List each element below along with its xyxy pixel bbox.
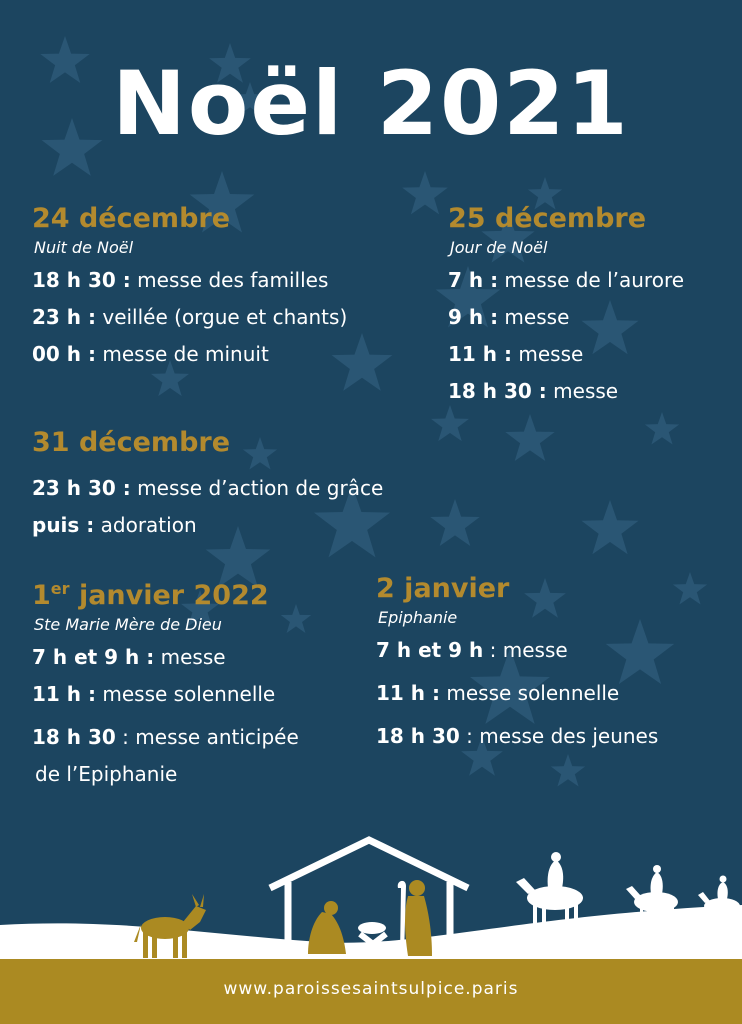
schedule-time: 11 h : [376,681,440,705]
schedule-text: veillée (orgue et chants) [96,305,348,329]
schedule-line [448,262,684,299]
schedule-text: messe solennelle [440,681,620,705]
schedule-text: : messe [483,638,568,662]
schedule-continuation: de l’Epiphanie [35,762,178,786]
schedule-line [376,718,658,755]
joseph-icon [398,880,432,956]
day-dec25 [448,202,684,410]
schedule-time: 18 h 30 : [448,379,547,403]
date-number: 1 [32,580,51,611]
mary-icon [308,901,346,954]
schedule-line [32,719,299,756]
schedule-line [376,632,658,669]
date-rest: janvier 2022 [69,580,269,611]
day-subtitle: Jour de Noël [450,238,548,257]
schedule-time: 7 h : [448,268,499,292]
date-heading: 2 janvier [376,573,510,604]
schedule-time: 11 h : [32,682,96,706]
schedule-time: 18 h 30 : [32,268,131,292]
schedule-time: 7 h et 9 h [376,638,484,662]
day-jan1 [32,572,299,793]
date-heading: 31 décembre [32,427,231,458]
schedule-line [32,299,347,336]
nativity-scene [0,830,742,965]
schedule-line [32,470,383,507]
day-dec24 [32,202,347,373]
schedule-line [32,262,347,299]
snow-hills [0,905,742,965]
schedule-line [376,675,658,712]
schedule-time: 23 h : [32,305,96,329]
schedule-text: messe de l’aurore [498,268,685,292]
schedule-text: messe [498,305,570,329]
schedule-time: 7 h et 9 h : [32,645,155,669]
schedule-text: messe solennelle [96,682,276,706]
schedule-text: messe [154,645,226,669]
day-subtitle: Ste Marie Mère de Dieu [34,615,222,634]
schedule-text: messe [512,342,584,366]
day-subtitle: Epiphanie [378,608,458,627]
schedule-time: 11 h : [448,342,512,366]
schedule-time: 18 h 30 [376,724,460,748]
day-jan2 [376,572,658,755]
schedule-line [448,373,684,410]
schedule-text: messe d’action de grâce [130,476,384,500]
day-subtitle: Nuit de Noël [34,238,134,257]
schedule-time: puis : [32,513,95,537]
date-heading [32,572,299,613]
schedule-line [32,507,383,544]
schedule-line [32,336,347,373]
schedule-text: adoration [94,513,197,537]
page-title: Noël 2021 [112,52,630,155]
schedule-line [448,336,684,373]
schedule-text: messe des familles [130,268,329,292]
schedule-line [32,676,299,713]
schedule-time: 9 h : [448,305,499,329]
schedule-line [32,639,299,676]
schedule-text: messe [546,379,619,403]
date-heading: 24 décembre [32,203,231,234]
schedule-time: 00 h : [32,342,96,366]
date-superscript: er [50,579,70,598]
website-url[interactable]: www.paroissesaintsulpice.paris [223,979,519,999]
schedule-time: 23 h 30 : [32,476,131,500]
schedule-time: 18 h 30 [32,725,116,749]
day-dec31 [32,426,383,544]
schedule-text: : messe des jeunes [459,724,659,748]
schedule-line [448,299,684,336]
date-heading: 25 décembre [448,203,647,234]
schedule-text: : messe anticipée [115,725,299,749]
schedule-text: messe de minuit [96,342,269,366]
